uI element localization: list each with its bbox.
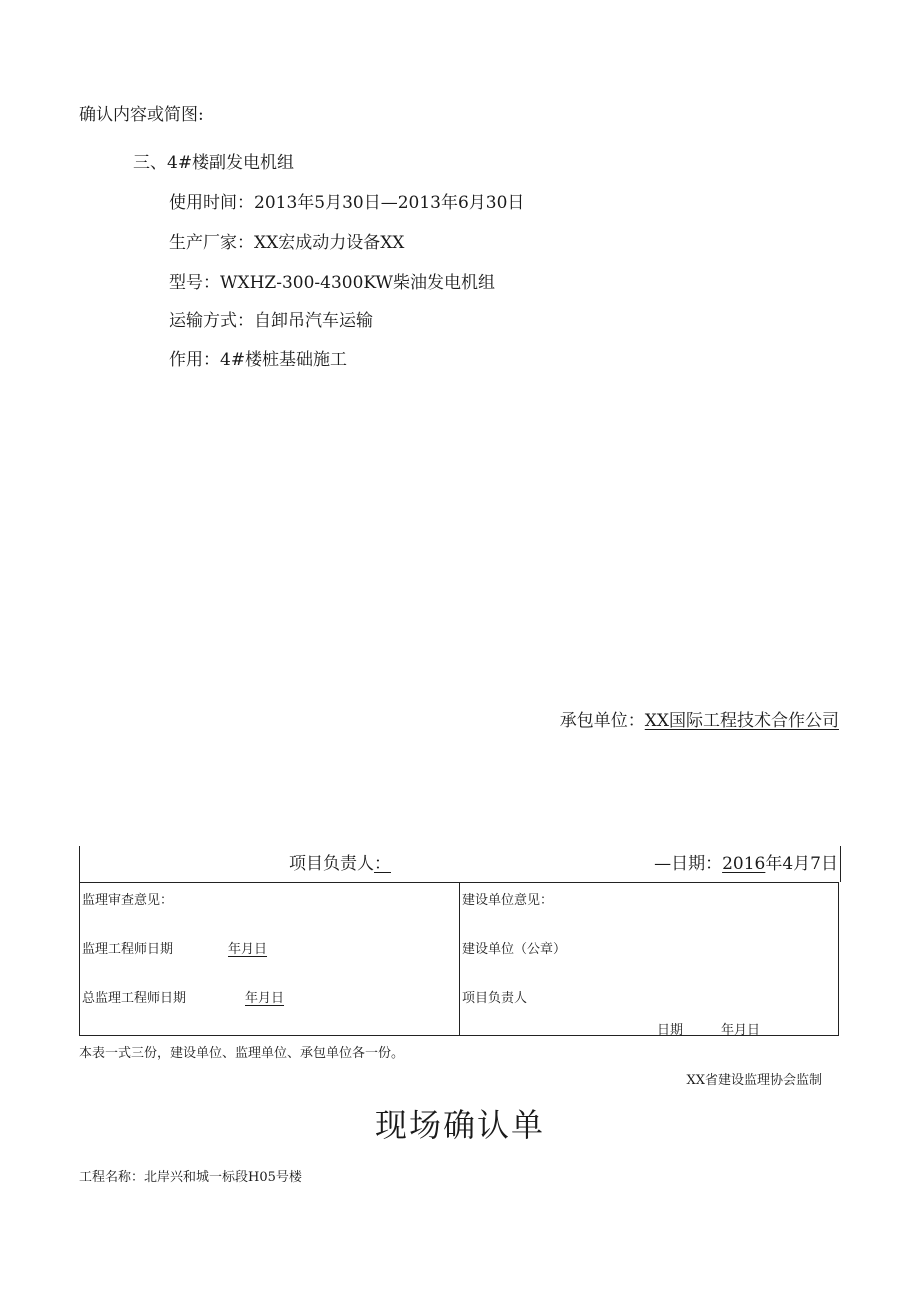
detail-transport: 运输方式：自卸吊汽车运输	[169, 311, 373, 331]
intro-label: 确认内容或简图:	[79, 105, 204, 125]
owner-opinion-cell	[459, 882, 839, 1036]
date-prefix: —日期：	[654, 854, 723, 874]
detail-purpose: 作用：4#楼桩基础施工	[169, 350, 348, 370]
project-manager-blank: ：	[374, 854, 391, 874]
project-manager-label: 项目负责人	[289, 854, 374, 874]
detail-usage-period: 使用时间：2013年5月30日—2013年6月30日	[169, 193, 525, 213]
contractor-line	[560, 706, 839, 731]
supervision-opinion-cell	[79, 882, 460, 1036]
form-title: 现场确认单	[374, 1106, 545, 1144]
supervision-engineer-date: 年月日	[228, 942, 268, 957]
project-manager-field	[289, 849, 403, 874]
owner-opinion-label: 建设单位意见：	[462, 893, 554, 908]
supervision-engineer-label: 监理工程师日期	[82, 942, 174, 957]
signature-row	[79, 846, 841, 882]
signature-table	[79, 846, 839, 1036]
issuer: XX省建设监理协会监制	[686, 1073, 822, 1088]
detail-manufacturer: 生产厂家：XX宏成动力设备XX	[169, 233, 405, 253]
date-year: 2016	[722, 854, 766, 874]
supervision-opinion-label: 监理审查意见：	[82, 893, 174, 908]
chief-engineer-label: 总监理工程师日期	[82, 991, 187, 1006]
owner-manager-label: 项目负责人	[462, 991, 528, 1006]
chief-engineer-date: 年月日	[245, 991, 285, 1006]
project-name: 工程名称：北岸兴和城一标段H05号楼	[79, 1170, 302, 1185]
footer-note: 本表一式三份，建设单位、监理单位、承包单位各一份。	[79, 1046, 405, 1061]
date-rest: 年4月7日	[765, 854, 838, 874]
detail-model: 型号：WXHZ-300-4300KW柴油发电机组	[169, 273, 495, 293]
owner-seal-label: 建设单位（公章）	[462, 942, 567, 957]
owner-date-label: 日期	[657, 1023, 684, 1038]
section-heading: 三、4#楼副发电机组	[133, 153, 295, 173]
contractor-label: 承包单位：	[559, 711, 645, 731]
owner-date-value: 年月日	[721, 1023, 761, 1038]
contractor-name: XX国际工程技术合作公司	[644, 711, 839, 731]
signature-date	[654, 849, 838, 874]
